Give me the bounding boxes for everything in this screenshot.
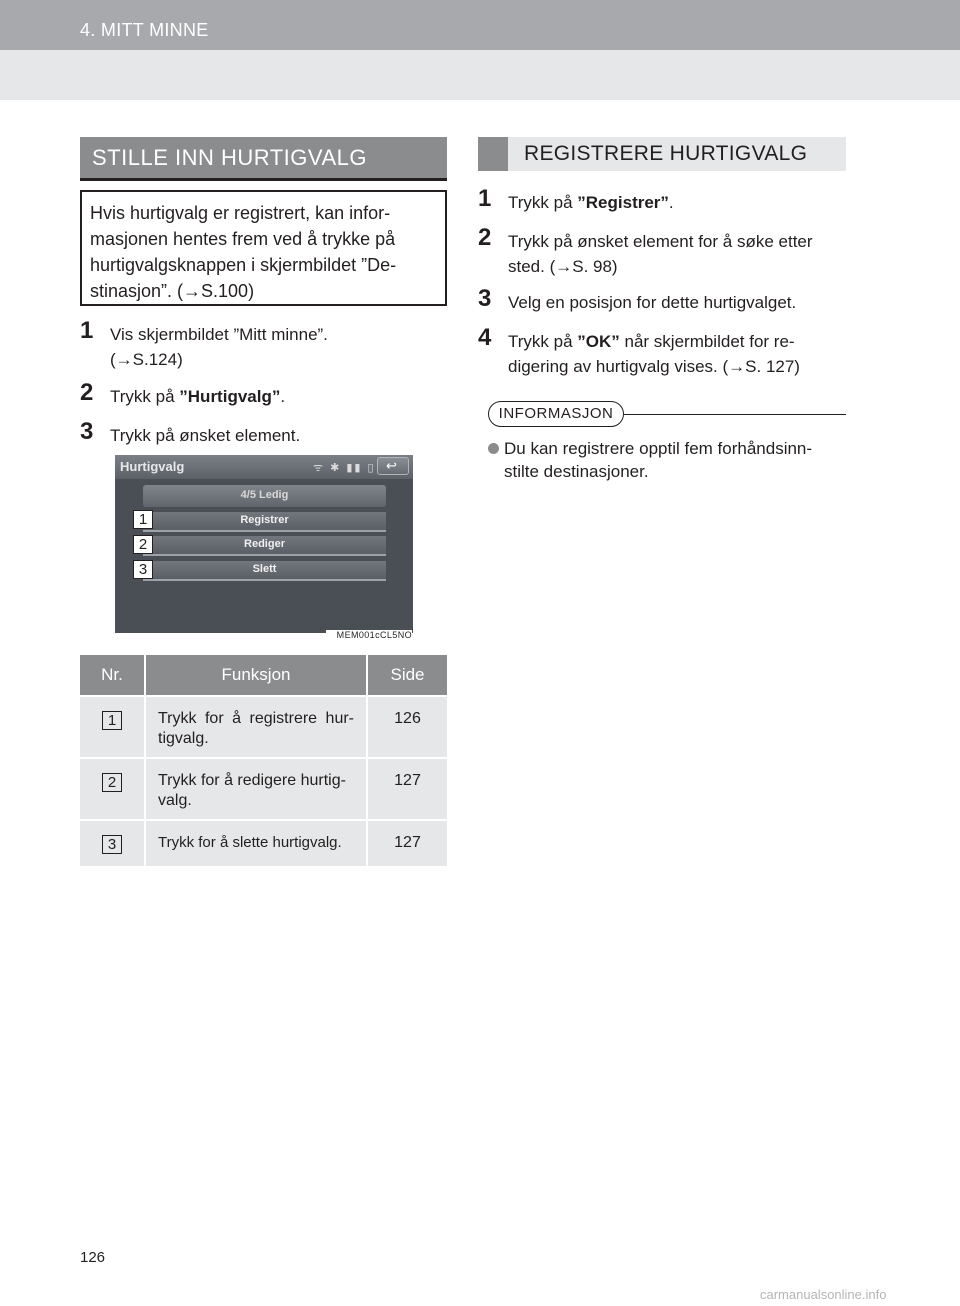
chapter-title: 4. MITT MINNE: [80, 20, 209, 40]
step-text-bold: ”Registrer”: [577, 193, 669, 212]
watermark: carmanualsonline.info: [760, 1287, 887, 1302]
rediger-label: Rediger: [244, 538, 285, 550]
step-number: 4: [478, 324, 492, 351]
cell-funksjon: [145, 820, 367, 866]
step-number: 2: [80, 379, 94, 406]
free-slots-indicator: [143, 485, 386, 507]
note-box: [80, 190, 447, 306]
step-text-post: når skjermbildet for re-: [619, 332, 795, 351]
note-line: stinasjon”. (→S.100): [90, 281, 255, 301]
section-title: STILLE INN HURTIGVALG: [92, 145, 367, 170]
cell-nr: [80, 696, 145, 758]
step-line: digering av hurtigvalg vises. (→S. 127): [508, 357, 800, 376]
cell-side: 127: [367, 758, 447, 820]
step-text: [508, 229, 813, 279]
callout-box: 1: [102, 711, 122, 730]
step-line: Trykk på ønsket element for å søke etter: [508, 232, 813, 251]
step-number: 1: [478, 185, 492, 212]
step-text-post: .: [668, 193, 674, 212]
section-heading-registrere: [478, 137, 846, 171]
header-bar: [0, 0, 960, 50]
slett-label: Slett: [252, 563, 277, 575]
step-line: sted. (→S. 98): [508, 257, 618, 276]
step-text-post: .: [280, 387, 286, 406]
info-label-pill: [488, 401, 624, 427]
cell-line: tigvalg.: [158, 730, 209, 747]
cell-line: valg.: [158, 792, 192, 809]
page-number: 126: [80, 1249, 106, 1266]
screen-illustration: [115, 455, 413, 633]
header-nr: Nr.: [80, 655, 145, 696]
bullet-line: stilte destinasjoner.: [504, 462, 649, 481]
cell-line: Trykk for å redigere hurtig-: [158, 772, 346, 789]
bullet-text: [504, 437, 812, 483]
callout-1: 1: [133, 510, 153, 529]
screen-title: Hurtigvalg: [120, 459, 185, 474]
section-title: REGISTRERE HURTIGVALG: [524, 142, 808, 165]
callout-3: 3: [133, 560, 153, 579]
cell-nr: [80, 758, 145, 820]
registrer-button[interactable]: [143, 512, 386, 532]
slett-button[interactable]: [143, 561, 386, 581]
step-number: 3: [80, 418, 94, 445]
step-text-pre: Trykk på: [110, 387, 180, 406]
step-number: 2: [478, 224, 492, 251]
step-text: Trykk på ønsket element.: [110, 426, 301, 445]
header-side: Side: [367, 655, 447, 696]
rediger-button[interactable]: [143, 536, 386, 556]
step-text-pre: Trykk på: [508, 193, 578, 212]
step-text-pre: Trykk på: [508, 332, 578, 351]
note-line: masjonen hentes frem ved å trykke på: [90, 229, 396, 249]
step-text-bold: ”OK”: [577, 332, 620, 351]
back-icon: ↩: [386, 458, 397, 473]
note-line: hurtigvalgsknappen i skjermbildet ”De-: [90, 255, 397, 275]
step-line: Vis skjermbildet ”Mitt minne”.: [110, 325, 328, 344]
callout-box: 2: [102, 773, 122, 792]
screen-header: [115, 455, 413, 479]
cell-funksjon: [145, 758, 367, 820]
step-text: Velg en posisjon for dette hurtigvalget.: [508, 293, 797, 312]
cell-side: 126: [367, 696, 447, 758]
image-code: MEM001cCL5NO: [326, 630, 412, 642]
table-row: [80, 820, 447, 866]
step-text: [110, 384, 285, 409]
callout-2: 2: [133, 535, 153, 554]
registrer-label: Registrer: [240, 514, 289, 526]
function-table: [80, 655, 447, 866]
step-text: [110, 322, 328, 372]
cell-funksjon: [145, 696, 367, 758]
cell-nr: [80, 820, 145, 866]
table-row: [80, 758, 447, 820]
table-row: [80, 696, 447, 758]
step-number: 1: [80, 317, 94, 344]
section-heading-stille-inn: [80, 137, 447, 181]
free-slots-label: 4/5 Ledig: [240, 489, 289, 501]
callout-box: 3: [102, 835, 122, 854]
step-number: 3: [478, 285, 492, 312]
bullet-line: Du kan registrere opptil fem forhåndsinn-: [504, 439, 813, 458]
cell-line: Trykk for å slette hurtigvalg.: [158, 834, 342, 851]
note-line: Hvis hurtigvalg er registrert, kan infor-: [90, 203, 391, 223]
step-text: [508, 190, 674, 215]
status-icons: ᯤ ✱ ▮▮ ▯: [313, 462, 376, 474]
table-header-row: [80, 655, 447, 696]
header-funksjon: Funksjon: [145, 655, 367, 696]
cell-line: Trykk for å registrere hur-: [158, 710, 354, 727]
info-divider: [624, 414, 846, 415]
back-button[interactable]: [377, 457, 409, 475]
info-label: INFORMASJON: [498, 405, 614, 422]
step-text-bold: ”Hurtigvalg”: [179, 387, 281, 406]
cell-side: 127: [367, 820, 447, 866]
bullet-dot-icon: [488, 443, 499, 454]
section-tab: [478, 137, 508, 171]
step-text: [508, 329, 800, 379]
step-line: (→S.124): [110, 350, 183, 369]
